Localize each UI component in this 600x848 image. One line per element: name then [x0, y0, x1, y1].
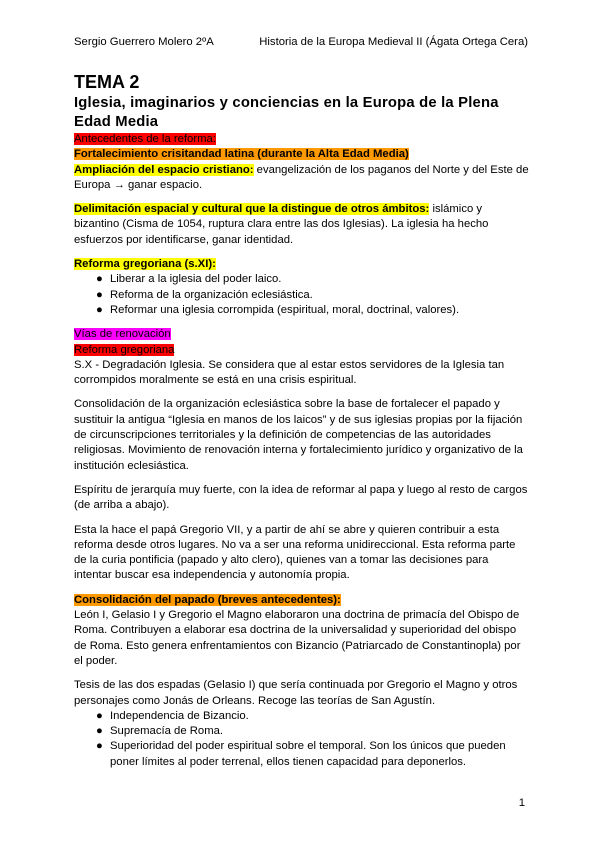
list-item-text: Reforma de la organización eclesiástica.	[110, 288, 313, 301]
paragraph-jerarquia: Espíritu de jerarquía muy fuerte, con la idea de reformar al papa y luego al resto de cargos (de arriba a abajo).	[74, 483, 528, 512]
paragraph-degradacion: S.X - Degradación Iglesia. Se considera que al estar estos servidores de la Iglesia tan corrompidos moralmente se está en una crisis espiritual.	[74, 358, 505, 387]
bullet-icon: ●	[96, 273, 103, 286]
paragraph-consolidacion-papado: León I, Gelasio I y Gregorio el Magno elaboraron una doctrina de primacía del Obispo de Roma. Contribuyen a elaborar esa doctrina de la universalidad y superioridad del obispo de Roma. Esto genera enfrentamientos con Bizancio (Patriarcado de Constantinopla) por el poder.	[74, 609, 521, 667]
list-item-text: Superioridad del poder espiritual sobre el temporal. Son los únicos que pueden poner límites al poder terrenal, ellos tienen capacidad para deponerlos.	[110, 740, 506, 768]
list-item-text: Independencia de Bizancio.	[110, 709, 249, 722]
vias-heading	[74, 327, 529, 342]
header-author: Sergio Guerrero Molero 2ºA	[74, 36, 214, 48]
list-item	[98, 724, 529, 739]
tesis-list	[74, 709, 529, 770]
paragraph-gregorio-vii: Esta la hace el papá Gregorio VII, y a partir de ahí se abre y quieren contribuir a esta reforma desde otros lugares. No va a ser una reforma unidireccional. Esta reforma parte de la curia pontificia (papado y alto clero), quienes van a tomar las decisiones para intentar buscar esa independencia y autonomía propia.	[74, 523, 516, 582]
antecedentes-heading	[74, 132, 529, 147]
ampliacion-label: Ampliación del espacio cristiano:	[74, 163, 254, 176]
fortalecimiento-label: Fortalecimiento crisitandad latina (durante la Alta Edad Media)	[74, 148, 409, 161]
list-item-text: Supremacía de Roma.	[110, 725, 224, 738]
delimitacion-paragraph	[74, 202, 529, 248]
list-item	[98, 709, 529, 724]
list-item-text: Liberar a la iglesia del poder laico.	[110, 273, 282, 286]
reforma-gregoriana-2-label: Reforma gregoriana	[74, 343, 175, 356]
delimitacion-text: islámico y bizantino (Cisma de 1054, ruptura clara entre las dos Iglesias). La iglesia ha hecho esfuerzos por identificarse, ganar identidad.	[74, 203, 489, 246]
bullet-icon: ●	[96, 725, 103, 738]
list-item	[98, 739, 529, 770]
list-item	[98, 303, 529, 318]
reforma-gregoriana-2-heading	[74, 343, 529, 358]
list-item-text: Reformar una iglesia corrompida (espiritual, moral, doctrinal, valores).	[110, 303, 460, 316]
reforma-gregoriana-heading	[74, 257, 529, 272]
document-body	[74, 70, 529, 770]
reforma-gregoriana-label: Reforma gregoriana (s.XI):	[74, 258, 216, 271]
consolidacion-heading	[74, 593, 529, 608]
list-item	[98, 288, 529, 303]
fortalecimiento-heading	[74, 147, 529, 162]
vias-label: Vías de renovación	[74, 328, 171, 341]
antecedentes-label: Antecedentes de la reforma:	[74, 133, 216, 145]
paragraph-consolidacion-organizacion: Consolidación de la organización eclesiástica sobre la base de fortalecer el papado y sustituir la antigua “Iglesia en manos de los laicos” y de sus iglesias propias por la fijación de circunscripciones territoriales y la definición de competencias de las autoridades religiosas. Movimiento de renovación interna y fortalecimiento jurídico y organizativo de la institución eclesiástica.	[74, 398, 523, 472]
consolidacion-label: Consolidación del papado (breves antecedentes):	[74, 593, 341, 606]
bullet-icon: ●	[96, 288, 103, 301]
bullet-icon: ●	[96, 709, 103, 722]
paragraph-tesis: Tesis de las dos espadas (Gelasio I) que sería continuada por Gregorio el Magno y otros personajes como Jonás de Orleans. Recoge las teorías de San Agustín.	[74, 679, 518, 707]
document-title: TEMA 2	[74, 72, 140, 92]
list-item	[98, 272, 529, 287]
reforma-gregoriana-list	[74, 272, 529, 318]
ampliacion-paragraph	[74, 163, 529, 194]
bullet-icon: ●	[96, 303, 103, 316]
bullet-icon: ●	[96, 740, 103, 753]
ampliacion-text: evangelización de los paganos del Norte y del Este de Europa → ganar espacio.	[74, 163, 529, 191]
delimitacion-label: Delimitación espacial y cultural que la distingue de otros ámbitos:	[74, 203, 430, 216]
page-number: 1	[518, 797, 525, 809]
document-subtitle: Iglesia, imaginarios y conciencias en la Europa de la Plena Edad Media	[74, 95, 499, 130]
header-course: Historia de la Europa Medieval II (Ágata Ortega Cera)	[259, 36, 528, 48]
